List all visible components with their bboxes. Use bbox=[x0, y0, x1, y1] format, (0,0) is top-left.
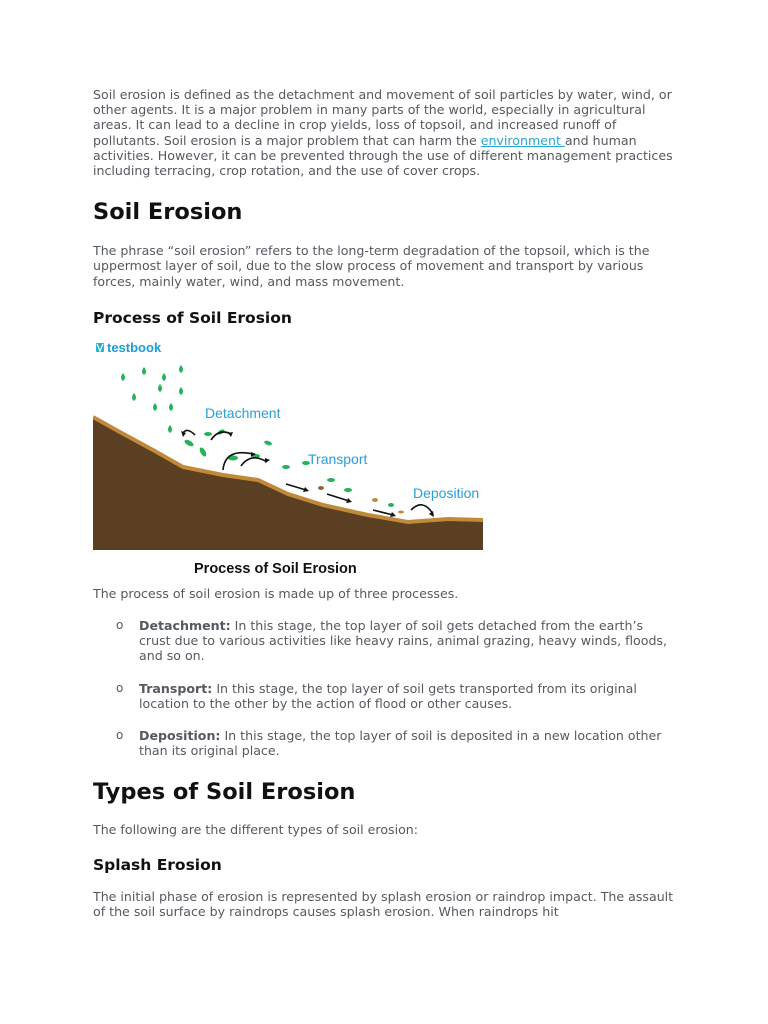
process-heading: Process of Soil Erosion bbox=[93, 308, 292, 327]
splash-paragraph: The initial phase of erosion is represented by splash erosion or raindrop impact. The assault of the soil surface by raindrops causes splash erosion. When raindrops hit bbox=[93, 888, 674, 919]
intro-text-before: Soil erosion is defined as the detachment and movement of soil particles by water, wind, or other agents. It is a major problem in many parts of the world, especially in agricultural areas. It can lead to a decline in crop yields, loss of topsoil, and increased runoff of pollutants. Soil erosion is a major problem that can harm the bbox=[93, 87, 672, 148]
label-deposition: Deposition bbox=[413, 484, 480, 501]
process-lead: The process of soil erosion is made up of three processes. bbox=[93, 585, 459, 601]
item-text: In this stage, the top layer of soil is deposited in a new location other than its original place. bbox=[139, 728, 662, 759]
process-figure bbox=[93, 340, 493, 580]
process-diagram bbox=[93, 340, 493, 580]
label-detachment: Detachment bbox=[205, 404, 281, 421]
raindrop-icon bbox=[179, 365, 183, 373]
arrow-icon bbox=[373, 510, 393, 515]
logo-text: testbook bbox=[107, 339, 162, 355]
list-item bbox=[93, 618, 678, 664]
arrow-icon bbox=[411, 505, 433, 514]
arrow-icon bbox=[241, 458, 267, 466]
raindrop-icon bbox=[179, 387, 183, 395]
list-item bbox=[93, 681, 678, 711]
raindrop-icon bbox=[169, 403, 173, 411]
raindrop-icon bbox=[142, 367, 146, 375]
item-term: Detachment: bbox=[139, 618, 231, 634]
splash-heading: Splash Erosion bbox=[93, 855, 222, 874]
types-heading: Types of Soil Erosion bbox=[93, 779, 356, 806]
intro-paragraph bbox=[93, 87, 678, 178]
process-list bbox=[93, 618, 678, 758]
list-item bbox=[93, 728, 678, 758]
figure-caption: Process of Soil Erosion bbox=[194, 560, 357, 577]
raindrop-icon bbox=[162, 373, 166, 381]
item-term: Deposition: bbox=[139, 728, 221, 744]
article bbox=[93, 87, 678, 919]
soil-erosion-heading: Soil Erosion bbox=[93, 199, 243, 226]
arrow-icon bbox=[327, 494, 349, 501]
label-transport: Transport bbox=[308, 450, 368, 467]
arrow-icon bbox=[223, 453, 253, 470]
item-text: In this stage, the top layer of soil gets transported from its original location to the other by the action of flood or other causes. bbox=[139, 680, 637, 711]
raindrops bbox=[121, 365, 183, 433]
raindrop-icon bbox=[153, 403, 157, 411]
types-paragraph: The following are the different types of soil erosion: bbox=[93, 822, 419, 838]
raindrop-icon bbox=[158, 384, 162, 392]
item-text: In this stage, the top layer of soil gets detached from the earth’s crust due to various activities like heavy rains, animal grazing, heavy winds, floods, and so on. bbox=[139, 618, 667, 664]
raindrop-icon bbox=[132, 393, 136, 401]
raindrop-icon bbox=[168, 425, 172, 433]
intro-text-after: and human activities. However, it can be prevented through the use of different management practices including terracing, crop rotation, and the use of cover crops. bbox=[93, 132, 673, 179]
testbook-logo bbox=[96, 340, 162, 355]
arrow-icon bbox=[286, 484, 306, 490]
bullet-icon: o bbox=[116, 680, 124, 695]
item-term: Transport: bbox=[139, 680, 213, 696]
environment-link[interactable]: environment bbox=[480, 132, 565, 148]
soil-erosion-paragraph: The phrase “soil erosion” refers to the long-term degradation of the topsoil, which is the uppermost layer of soil, due to the slow process of movement and transport by various forces, mainly water, wind, and mass movement. bbox=[93, 243, 650, 289]
bullet-icon: o bbox=[116, 618, 124, 633]
raindrop-icon bbox=[121, 373, 125, 381]
bullet-icon: o bbox=[116, 728, 124, 743]
